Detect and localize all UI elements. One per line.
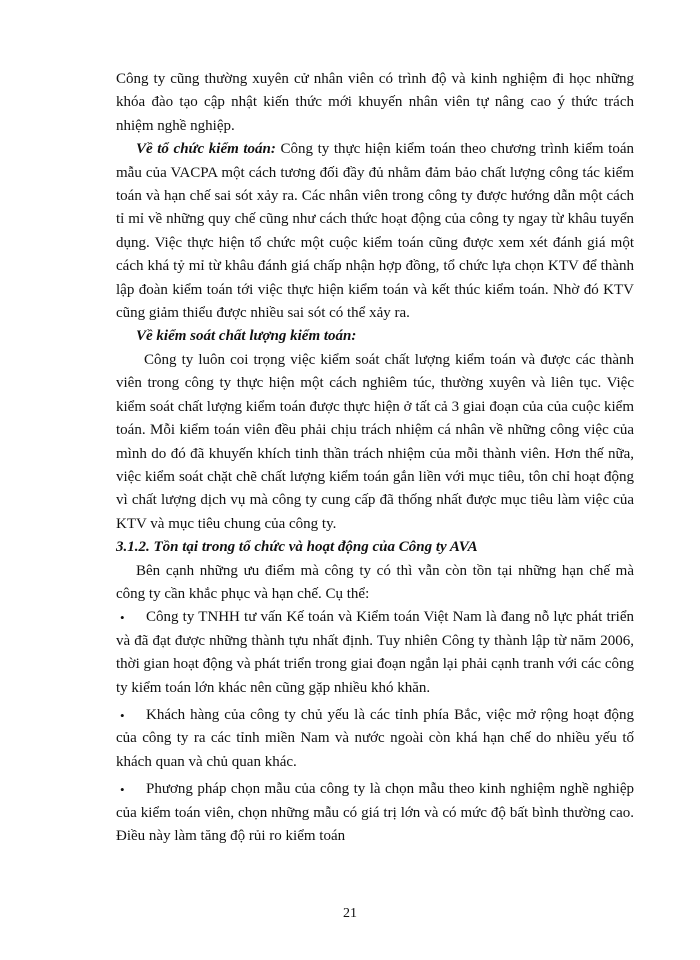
list-item [116, 704, 634, 774]
bullet-icon: • [120, 782, 125, 798]
bullet-icon: • [120, 610, 125, 626]
list-item-text: Phương pháp chọn mẫu của công ty là chọn mẫu theo kinh nghiệm nghề nghiệp của kiểm toán viên, chọn những mẫu có giá trị lớn và có mức độ bất bình thường cao. Điều này làm tăng độ rủi ro kiểm toán [116, 781, 634, 844]
bullet-icon: • [120, 707, 125, 723]
audit-organization-body: Công ty thực hiện kiểm toán theo chương trình kiểm toán mẫu của VACPA một cách tương đối đầy đủ nhằm đảm bảo chất lượng công tác kiểm toán và hạn chế sai sót xảy ra. Các nhân viên trong công ty được hướng dẫn một cách tỉ mỉ về những quy chế cũng như cách thức hoạt động của công ty ngay từ khâu tuyển dụng. Việc thực hiện tổ chức một cuộc kiểm toán cũng được xem xét đánh giá một cách khá tỷ mỉ từ khâu đánh giá chấp nhận hợp đồng, tổ chức lựa chọn KTV để thành lập đoàn kiểm toán tới việc thực hiện kiểm toán và kết thúc kiểm toán. Nhờ đó KTV cũng giảm thiểu được nhiều sai sót có thể xảy ra. [116, 141, 634, 322]
page-number: 21 [343, 906, 357, 921]
list-item [116, 778, 634, 848]
document-page [116, 68, 634, 848]
audit-organization-heading: Về tổ chức kiểm toán: [136, 141, 276, 158]
paragraph-training: Công ty cũng thường xuyên cử nhân viên có trình độ và kinh nghiệm đi học những khóa đào tạo cập nhật kiến thức mới khuyến nhân viên tự nâng cao ý thức trách nhiệm nghề nghiệp. [116, 71, 634, 134]
paragraph-audit-organization [116, 138, 634, 325]
list-item-text: Khách hàng của công ty chủ yếu là các tỉnh phía Bắc, việc mở rộng hoạt động của công ty ra các tỉnh miền Nam và nước ngoài còn khá hạn chế do nhiều yếu tố khách quan và chủ quan khác. [116, 706, 634, 770]
quality-control-heading: Về kiểm soát chất lượng kiểm toán: [136, 328, 357, 345]
paragraph-intro-limitations: Bên cạnh những ưu điểm mà công ty có thì vẫn còn tồn tại những hạn chế mà công ty cần khắc phục và hạn chế. Cụ thể: [116, 562, 634, 602]
list-item [116, 606, 634, 700]
paragraph-quality-control: Công ty luôn coi trọng việc kiểm soát chất lượng kiểm toán và được các thành viên trong công ty thực hiện một cách nghiêm túc, thường xuyên và liên tục. Việc kiểm soát chất lượng kiểm toán được thực hiện ở tất cả 3 giai đoạn của của cuộc kiểm toán. Mỗi kiểm toán viên đều phải chịu trách nhiệm cá nhân về những công việc của mình do đó đã khuyến khích tinh thần trách nhiệm của mỗi thành viên. Hơn thế nữa, việc kiểm soát chặt chẽ chất lượng kiểm toán gắn liền với mục tiêu, tôn chỉ hoạt động vì chất lượng dịch vụ mà công ty cung cấp đã thống nhất được mục tiêu làm việc của KTV và mục tiêu chung của công ty. [116, 351, 634, 532]
section-heading-3-1-2: 3.1.2. Tồn tại trong tổ chức và hoạt động của Công ty AVA [116, 539, 478, 556]
list-item-text: Công ty TNHH tư vấn Kế toán và Kiểm toán Việt Nam là đang nỗ lực phát triển và đã đạt được những thành tựu nhất định. Tuy nhiên Công ty thành lập từ năm 2006, thời gian hoạt động và phát triển trong giai đoạn ngắn lại phải cạnh tranh với các công ty kiểm toán lớn khác nên cũng gặp nhiều khó khăn. [116, 609, 634, 696]
